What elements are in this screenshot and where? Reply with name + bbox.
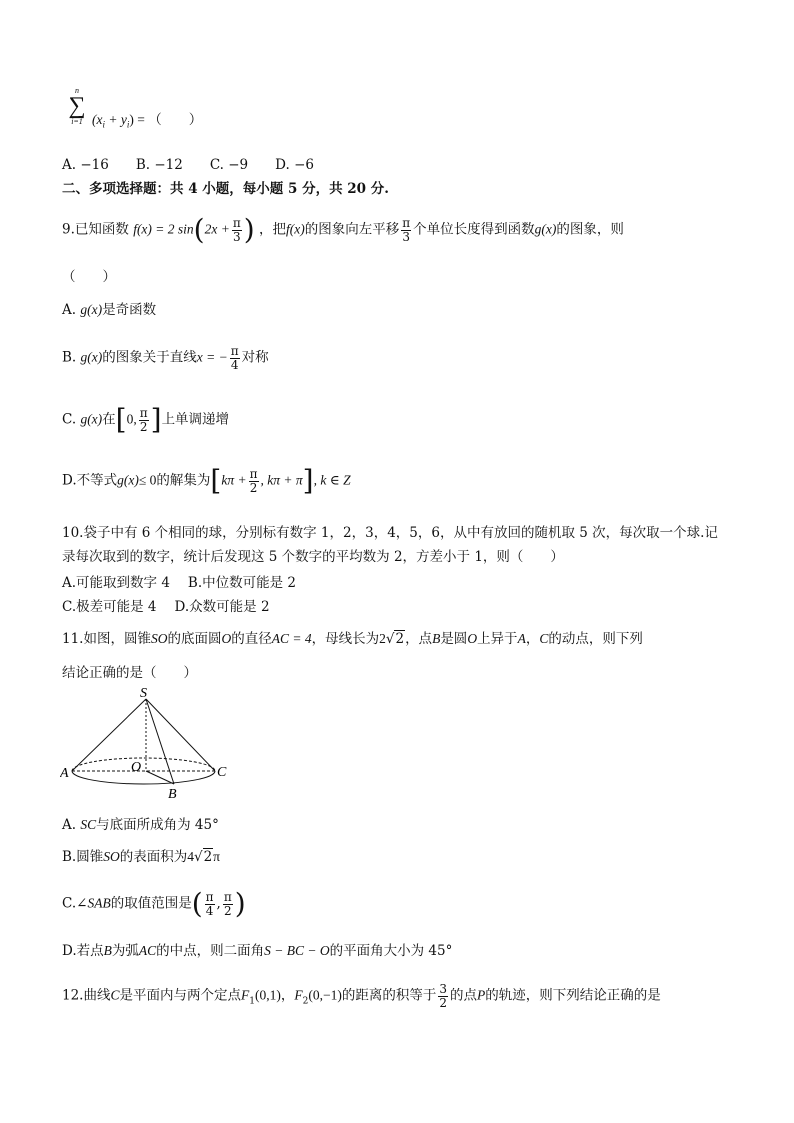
q10-line1: 10.袋子中有 6 个相同的球，分别标有数字 1，2，3，4，5，6，从中有放回的随机取 5 次，每次取一个球.记	[62, 525, 718, 541]
label-O: O	[131, 760, 142, 775]
q11-option-d: D.若点B为弧AC的中点，则二面角S − BC − O的平面角大小为 45°	[62, 943, 453, 959]
q9-answer-paren: （ ）	[62, 269, 116, 285]
base-ellipse-front	[72, 771, 215, 784]
base-ellipse-back	[72, 758, 215, 771]
label-A: A	[60, 766, 69, 781]
q9-stem: 9.已知函数 f(x) = 2 sin(2x + $\frac{\pi}{3}$ ) ，把f(x)的图象向左平移 $\frac{\pi}{3}$ 个单位长度得到函数g(x)的图象，则	[62, 213, 624, 246]
q11-stem-line2: 结论正确的是（ ）	[62, 665, 197, 681]
q11-option-c: C.∠SAB的取值范围是( $\frac{\pi}{4}$ , $\frac{\pi}{2}$ )	[62, 887, 246, 920]
cone-radius-OB	[146, 771, 174, 784]
q11-option-a: A. SC与底面所成角为 45°	[62, 817, 219, 833]
q10-line2: 录每次取到的数字，统计后发现这 5 个数字的平均数为 2，方差小于 1，则（ ）	[62, 549, 564, 565]
q10-options-row1: A.可能取到数字 4 B.中位数可能是 2	[62, 575, 297, 591]
label-B: B	[168, 787, 177, 802]
q10-options-row2: C.极差可能是 4 D.众数可能是 2	[62, 599, 270, 615]
q8-sum-expression: $(x_i + y_i)$ = （ ）	[92, 112, 203, 130]
section-heading: 二、多项选择题：共 4 小题，每小题 5 分，共 20 分.	[62, 181, 389, 197]
q12-stem: 12.曲线C是平面内与两个定点$F_1(0,1)$，$F_2(0,-1)$的距离的积等于 $\frac{3}{2}$ 的点P的轨迹，则下列结论正确的是	[62, 982, 661, 1010]
pi-over-3: $\frac{\pi}{3}$	[232, 215, 241, 244]
q9-option-b: B. g(x)的图象关于直线x = − $\frac{\pi}{4}$ 对称	[62, 344, 269, 372]
q9-option-c: C. g(x)在[0, $\frac{\pi}{2}$ ]上单调递增	[62, 403, 230, 436]
q9-option-a: A. g(x)是奇函数	[62, 302, 157, 318]
q11-stem-line1: 11.如图，圆锥SO的底面圆O的直径AC = 4，母线长为2√2，点B是圆O上异于A，C的动点，则下列	[62, 631, 643, 647]
q8-options: A. −16 B. −12 C. −9 D. −6	[62, 157, 314, 173]
cone-figure	[60, 684, 240, 802]
q11-option-b: B.圆锥SO的表面积为4√2π	[62, 849, 220, 865]
label-C: C	[217, 765, 227, 780]
label-S: S	[140, 686, 147, 701]
q9-option-d: D.不等式g(x)≤ 0的解集为[kπ + $\frac{\pi}{2}$ , kπ + π], k ∈ Z	[62, 464, 351, 497]
summation-symbol: n ∑ i=1	[68, 86, 86, 126]
